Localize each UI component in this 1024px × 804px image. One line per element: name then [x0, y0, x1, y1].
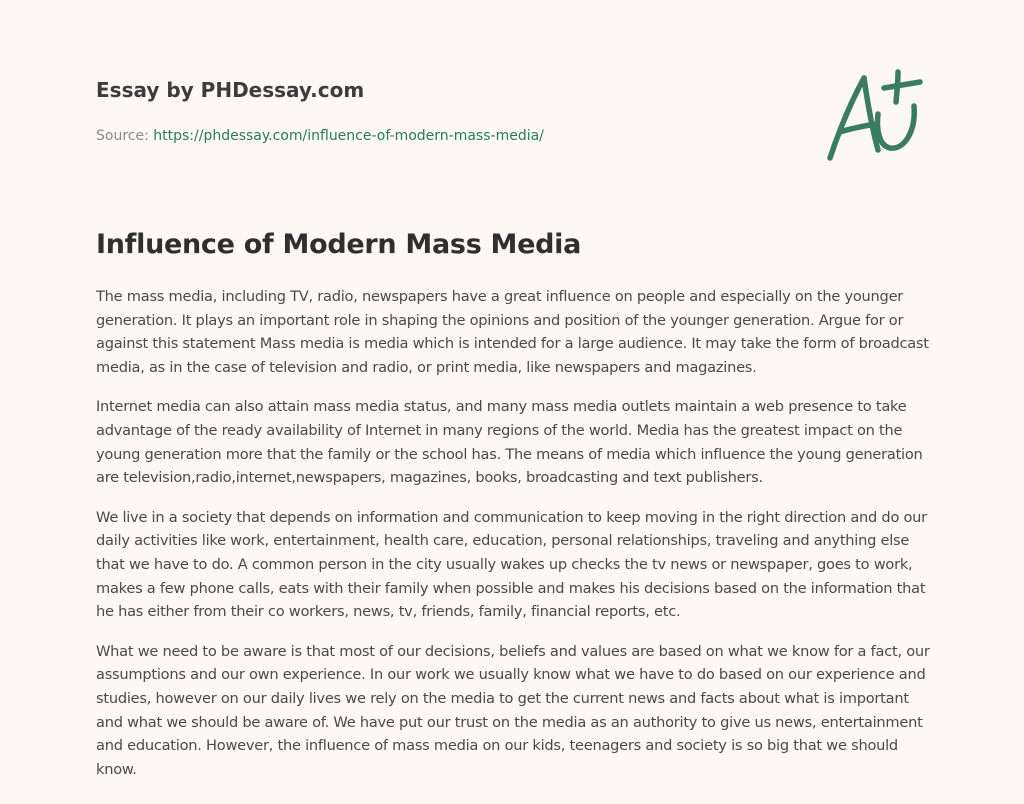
essay-paragraph: Internet media can also attain mass media status, and many mass media outlets maintain a web presence to take advantage of the ready availability of Internet in many regions of the world. Media has the greatest impact on the young generation more that the family or the school has. The means of media which influence the young generation are television,radio,internet,newspapers, magazines, books, broadcasting and text publishers. [96, 398, 923, 487]
essay-title: Influence of Modern Mass Media [96, 229, 582, 260]
source-link[interactable]: https://phdessay.com/influence-of-modern-mass-media/ [153, 128, 544, 144]
essay-body [96, 285, 932, 797]
essay-paragraph: We live in a society that depends on information and communication to keep moving in the right direction and do our daily activities like work, entertainment, health care, education, personal relationships, traveling and anything else that we have to do. A common person in the city usually wakes up checks the tv news or newspaper, goes to work, makes a few phone calls, eats with their family when possible and makes his decisions based on the information that he has either from their co workers, news, tv, friends, family, financial reports, etc. [96, 508, 927, 621]
page-header [96, 76, 796, 146]
a-plus-grade-icon [818, 66, 928, 166]
essay-paragraph: The mass media, including TV, radio, newspapers have a great influence on people and especially on the younger generation. It plays an important role in shaping the opinions and position of the younger generation. Argue for or against this statement Mass media is media which is intended for a large audience. It may take the form of broadcast media, as in the case of television and radio, or print media, like newspapers and magazines. [96, 288, 929, 376]
essay-paragraph: What we need to be aware is that most of our decisions, beliefs and values are based on what we know for a fact, our assumptions and our own experience. In our work we usually know what we have to do based on our experience and studies, however on our daily lives we rely on the media to get the current news and facts about what is important and what we should be aware of. We have put our trust on the media as an authority to give us news, entertainment and education. However, the influence of mass media on our kids, teenagers and society is so big that we should know. [96, 642, 930, 778]
source-line [96, 126, 796, 146]
source-label: Source: [96, 128, 149, 144]
site-title: Essay by PHDessay.com [96, 78, 365, 102]
